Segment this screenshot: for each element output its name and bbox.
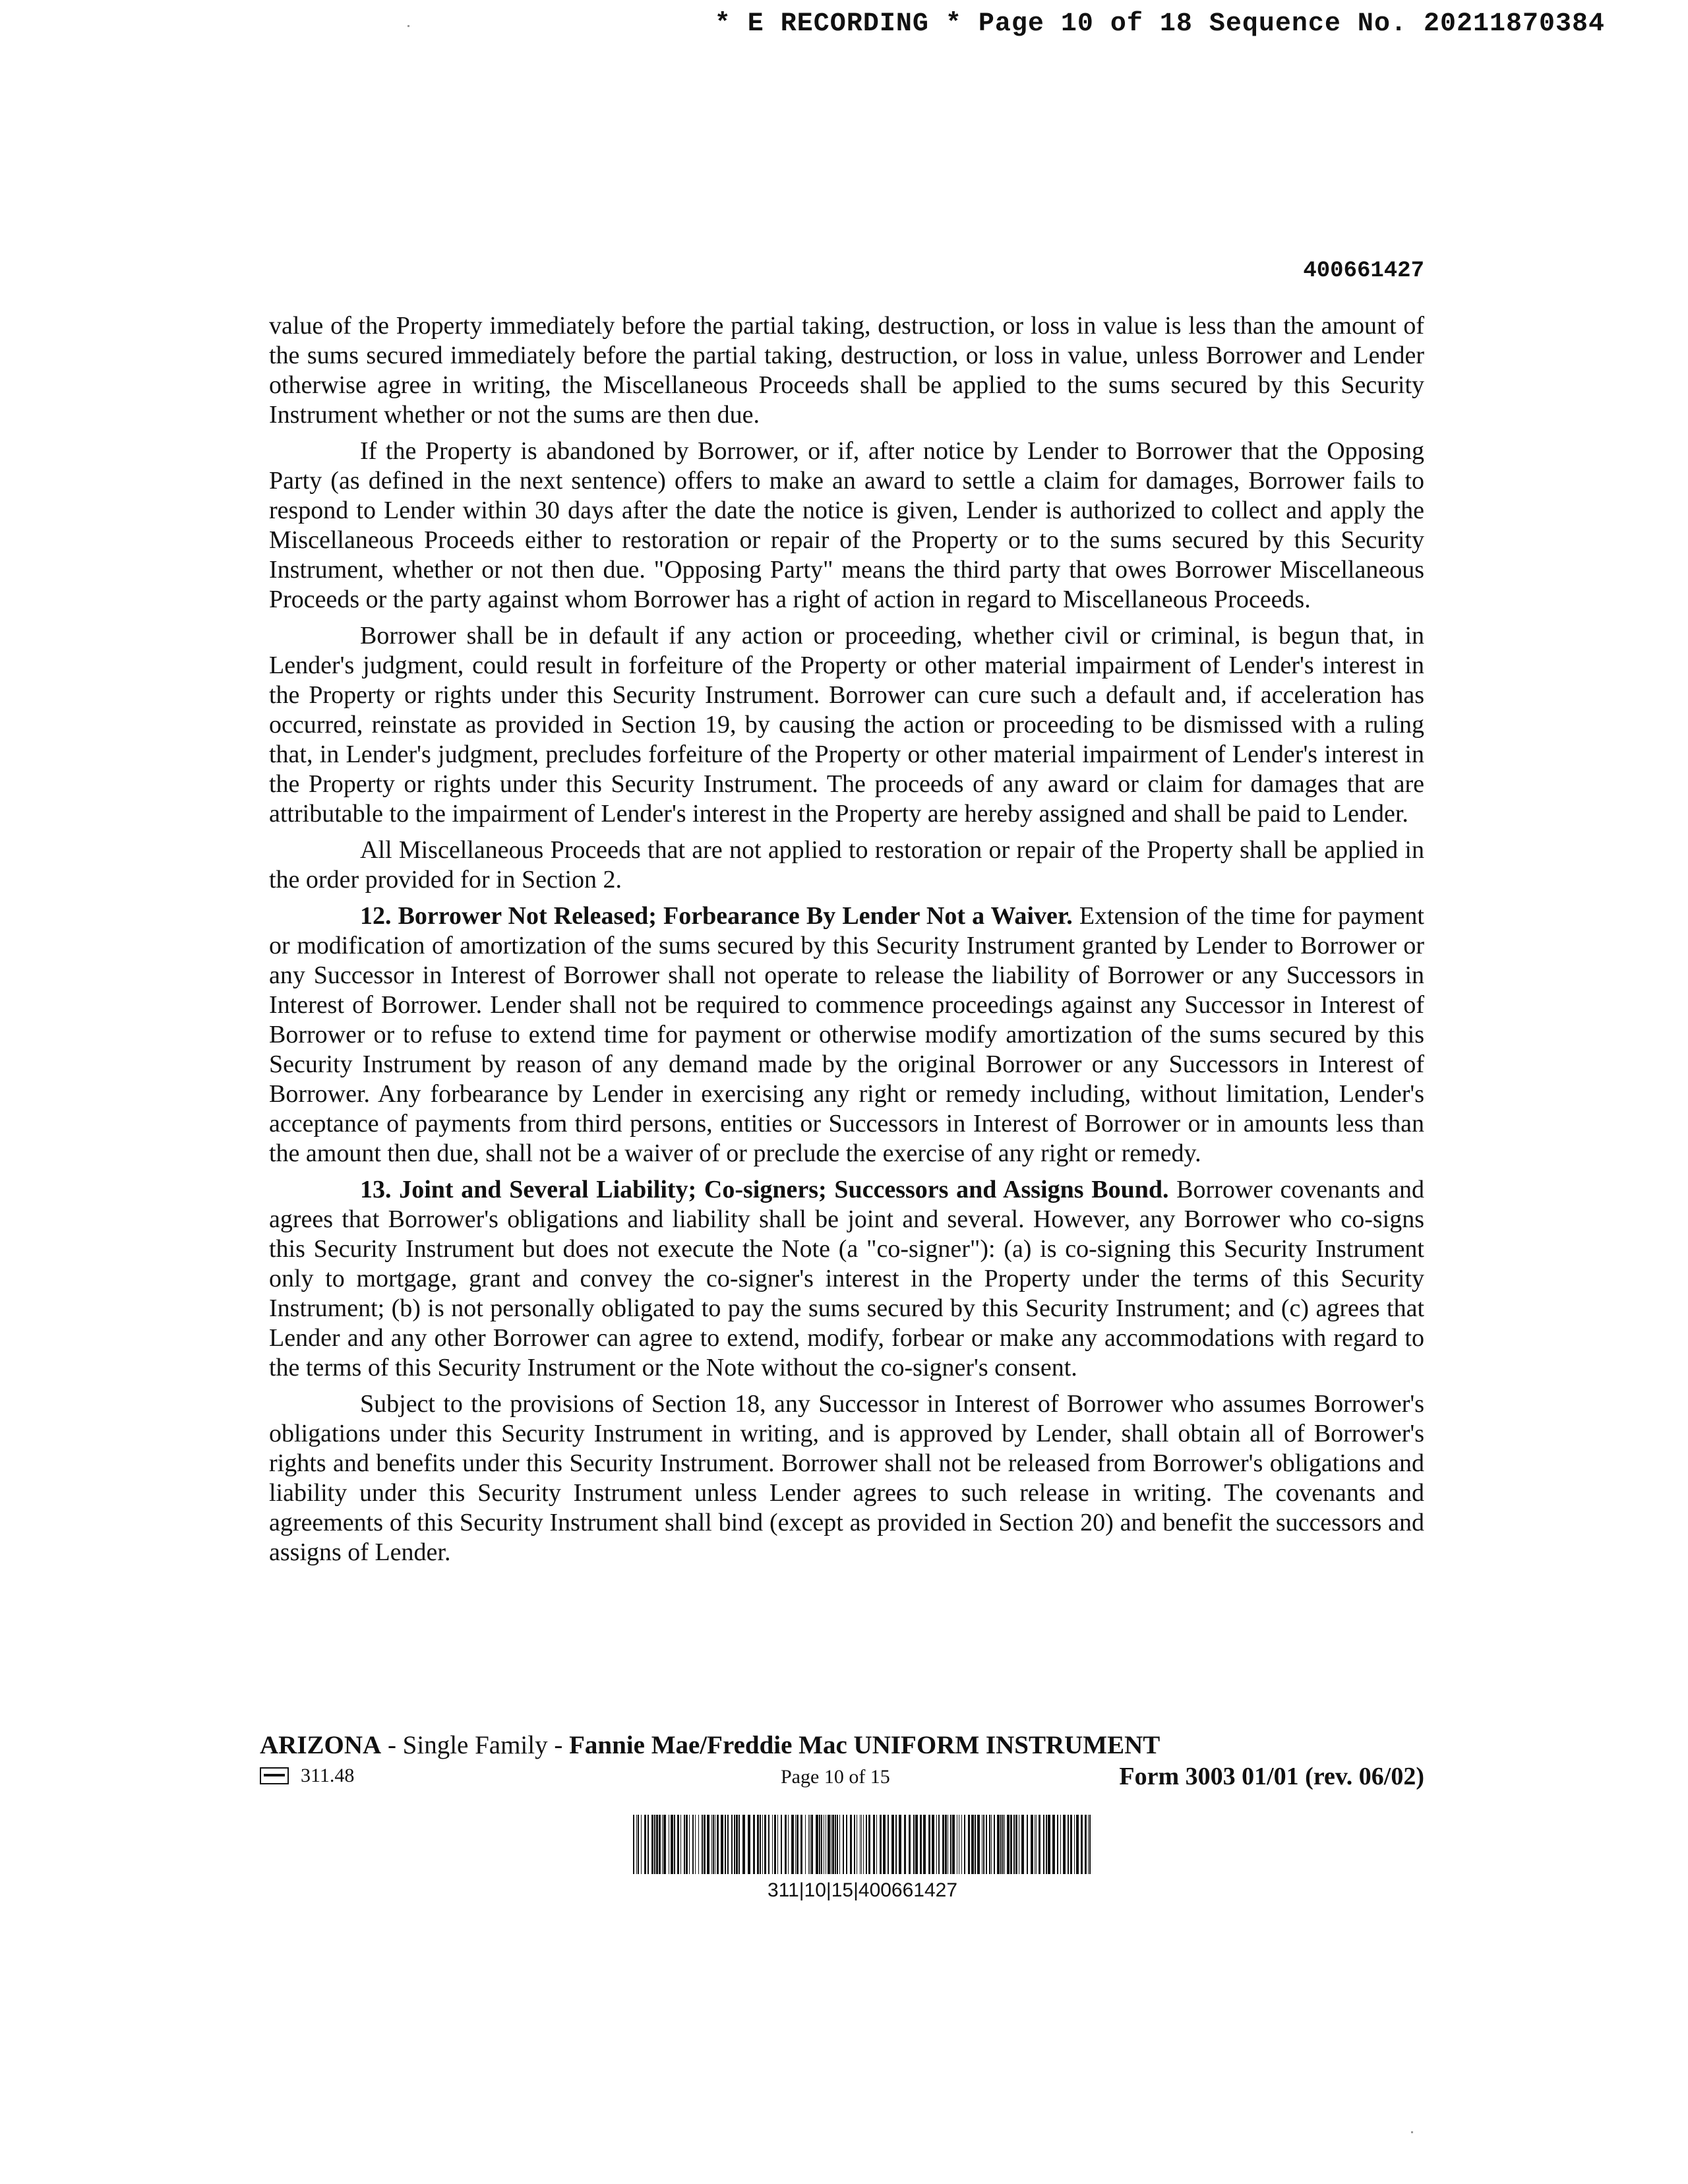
barcode-bar <box>805 1815 806 1874</box>
barcode-bar <box>1085 1815 1087 1874</box>
barcode-bar <box>731 1815 733 1874</box>
loan-number: 400661427 <box>1303 258 1424 284</box>
barcode-bar <box>1004 1815 1005 1874</box>
barcode-bar <box>677 1815 679 1874</box>
barcode-bar <box>671 1815 673 1874</box>
paragraph <box>269 835 1424 895</box>
barcode-bar <box>1010 1815 1012 1874</box>
barcode-bar <box>839 1815 840 1874</box>
barcode-bar <box>1000 1815 1002 1874</box>
barcode-bar <box>641 1815 642 1874</box>
barcode-bar <box>674 1815 675 1874</box>
barcode-bar <box>633 1815 634 1874</box>
barcode-bar <box>1088 1815 1089 1874</box>
barcode-bar <box>816 1815 818 1874</box>
barcode-bar <box>656 1815 658 1874</box>
barcode-bar <box>854 1815 855 1874</box>
barcode-bar <box>644 1815 646 1874</box>
barcode-bar <box>928 1815 930 1874</box>
barcode-bar <box>695 1815 696 1874</box>
barcode-bar <box>850 1815 852 1874</box>
barcode-bar <box>1052 1815 1055 1874</box>
barcode-bar <box>945 1815 947 1874</box>
barcode-bar <box>686 1815 688 1874</box>
barcode-bar <box>961 1815 962 1874</box>
barcode-bar <box>909 1815 911 1874</box>
barcode-bar <box>952 1815 955 1874</box>
barcode-bar <box>764 1815 766 1874</box>
barcode-bar <box>866 1815 867 1874</box>
barcode-bar <box>648 1815 649 1874</box>
barcode-bar <box>1043 1815 1044 1874</box>
section-heading: 13. Joint and Several Liability; Co-signers; Successors and Assigns Bound. <box>360 1176 1169 1203</box>
barcode-bar <box>942 1815 944 1874</box>
barcode-bar <box>915 1815 918 1874</box>
barcode-bar <box>727 1815 729 1874</box>
barcode-bar <box>950 1815 951 1874</box>
paragraph-text: value of the Property immediately before the partial taking, destruction, or loss in value is less than the amount of the sums secured immediately before the partial taking, destruction, or loss in value, unless Borrower and Lender otherwise agree in writing, the Miscellaneous Proceeds shall be applied to the sums secured by this Security Instrument whether or not the sums are then due. <box>269 312 1424 429</box>
recording-stamp: * E RECORDING * Page 10 of 18 Sequence No. 20211870384 <box>714 9 1605 39</box>
barcode-bar <box>1007 1815 1010 1874</box>
barcode-bar <box>713 1815 714 1874</box>
barcode-bar <box>689 1815 690 1874</box>
barcode-bar <box>788 1815 789 1874</box>
barcode-bar <box>1076 1815 1079 1874</box>
paragraph <box>269 437 1424 615</box>
barcode-bar <box>888 1815 889 1874</box>
barcode-bar <box>774 1815 776 1874</box>
paragraph-text: Extension of the time for payment or modification of amortization of the sums secured by this Security Instrument granted by Lender to Borrower or any Successor in Interest of Borrower shall not operate to release the liability of Borrower or any Successors in Interest of Borrower. Lender shall not be required to commence proceedings against any Successor in Interest of Borrower or to refuse to extend time for payment or otherwise modify amortization of the sums secured by this Security Instrument by reason of any demand made by the original Borrower or any Successors in Interest of Borrower. Any forbearance by Lender in exercising any right or remedy including, without limitation, Lender's acceptance of payments from third persons, entities or Successors in Interest of Borrower or in amounts less than the amount then due, shall not be a waiver of or preclude the exercise of any right or remedy. <box>269 902 1424 1167</box>
barcode-bar <box>1039 1815 1040 1874</box>
barcode-bar <box>772 1815 773 1874</box>
paragraph-text: Borrower covenants and agrees that Borrower's obligations and liability shall be joint and several. However, any Borrower who co-signs this Security Instrument but does not execute the Note (a "co-signer"): (a) is co-signing this Security Instrument only to mortgage, grant and convey the co-signer's interest in the Property under the terms of this Security Instrument; (b) is not personally obligated to pay the sums secured by this Security Instrument; and (c) agrees that Lender and any other Borrower can agree to extend, modify, forbear or make any accommodations with regard to the terms of this Security Instrument or the Note without the co-signer's consent. <box>269 1176 1424 1381</box>
barcode-bar <box>753 1815 755 1874</box>
barcode-bar <box>936 1815 937 1874</box>
barcode-bar <box>651 1815 653 1874</box>
barcode-icon <box>632 1815 1093 1874</box>
barcode-bar <box>711 1815 712 1874</box>
barcode-bar <box>920 1815 922 1874</box>
paragraph <box>269 1175 1424 1383</box>
barcode-bar <box>811 1815 813 1874</box>
barcode-bar <box>983 1815 984 1874</box>
paragraph-text: If the Property is abandoned by Borrower, or if, after notice by Lender to Borrower that the Opposing Party (as defined in the next sentence) offers to make an award to settle a claim for damages, Borrower fails to respond to Lender within 30 days after the date the notice is given, Lender is authorized to collect and apply the Miscellaneous Proceeds either to restoration or repair of the Property or to the sums secured by this Security Instrument, whether or not then due. "Opposing Party" means the third party that owes Borrower Miscellaneous Proceeds or the party against whom Borrower has a right of action in regard to Miscellaneous Proceeds. <box>269 437 1424 613</box>
barcode-bar <box>837 1815 838 1874</box>
barcode-bar <box>873 1815 875 1874</box>
paragraph-text: Subject to the provisions of Section 18, any Successor in Interest of Borrower who assumes Borrower's obligations under this Security Instrument in writing, and is approved by Lender, shall obtain all of Borrower's rights and benefits under this Security Instrument. Borrower shall not be released from Borrower's obligations and liability under this Security Instrument unless Lender agrees to such release in writing. The covenants and agreements of this Security Instrument shall bind (except as provided in Section 20) and benefit the successors and assigns of Lender. <box>269 1390 1424 1566</box>
barcode-bar <box>1046 1815 1047 1874</box>
barcode-bar <box>781 1815 782 1874</box>
barcode-bar <box>923 1815 926 1874</box>
barcode-bar <box>638 1815 639 1874</box>
barcode-bar <box>742 1815 745 1874</box>
barcode-bar <box>883 1815 886 1874</box>
section-heading: 12. Borrower Not Released; Forbearance By Lender Not a Waiver. <box>360 902 1073 930</box>
page-indicator: Page 10 of 15 <box>781 1766 890 1788</box>
form-code-number: 311.48 <box>301 1765 355 1786</box>
barcode-bar <box>997 1815 1000 1874</box>
barcode-bar <box>843 1815 844 1874</box>
barcode-bar <box>734 1815 735 1874</box>
barcode-bar <box>977 1815 980 1874</box>
barcode-bar <box>819 1815 820 1874</box>
barcode-bar <box>785 1815 787 1874</box>
barcode-bar <box>707 1815 709 1874</box>
barcode-bar <box>748 1815 750 1874</box>
barcode-bar <box>777 1815 778 1874</box>
paragraph <box>269 311 1424 430</box>
barcode-bar <box>846 1815 847 1874</box>
barcode-bar <box>662 1815 663 1874</box>
barcode-bar <box>800 1815 802 1874</box>
footer-instrument: Fannie Mae/Freddie Mac UNIFORM INSTRUMENT <box>569 1731 1160 1759</box>
barcode-bar <box>904 1815 906 1874</box>
barcode-bar <box>1068 1815 1069 1874</box>
barcode-bar <box>1002 1815 1004 1874</box>
barcode-bar <box>968 1815 970 1874</box>
barcode-bar <box>791 1815 794 1874</box>
paragraph <box>269 1389 1424 1567</box>
barcode-bar <box>1021 1815 1024 1874</box>
barcode-bar <box>757 1815 759 1874</box>
footer-row <box>260 1762 1424 1795</box>
barcode-bar <box>738 1815 740 1874</box>
barcode-bar <box>899 1815 901 1874</box>
barcode-bar <box>680 1815 681 1874</box>
barcode-bar <box>768 1815 769 1874</box>
barcode-bar <box>762 1815 763 1874</box>
barcode-bar <box>717 1815 719 1874</box>
barcode-bar <box>721 1815 723 1874</box>
barcode-bar <box>1074 1815 1075 1874</box>
barcode-bar <box>991 1815 992 1874</box>
barcode-bar <box>736 1815 738 1874</box>
barcode-bar <box>1063 1815 1066 1874</box>
barcode-bar <box>659 1815 661 1874</box>
barcode-bar <box>1027 1815 1028 1874</box>
barcode-bar <box>1013 1815 1015 1874</box>
footer-title <box>260 1730 1160 1760</box>
barcode-bar <box>986 1815 987 1874</box>
barcode-text: 311|10|15|400661427 <box>767 1879 958 1901</box>
scan-speck <box>407 25 409 27</box>
barcode-bar <box>971 1815 974 1874</box>
barcode-bar <box>1089 1815 1091 1874</box>
barcode-bar <box>684 1815 685 1874</box>
paragraph-text: Borrower shall be in default if any action or proceeding, whether civil or criminal, is begun that, in Lender's judgment, could result in forfeiture of the Property or other material impairment of Lender's interest in the Property or rights under this Security Instrument. Borrower can cure such a default and, if acceleration has occurred, reinstate as provided in Section 19, by causing the action or proceeding to be dismissed with a ruling that, in Lender's judgment, precludes forfeiture of the Property or other material impairment of Lender's interest in the Property or rights under this Security Instrument. The proceeds of any award or claim for damages that are attributable to the impairment of Lender's interest in the Property are hereby assigned and shall be paid to Lender. <box>269 622 1424 828</box>
barcode-bar <box>876 1815 877 1874</box>
barcode-bar <box>891 1815 894 1874</box>
footer-separator: - Single Family - <box>381 1731 570 1759</box>
barcode-bar <box>832 1815 834 1874</box>
paragraph-text: All Miscellaneous Proceeds that are not applied to restoration or repair of the Property shall be applied in the order provided for in Section 2. <box>269 836 1424 894</box>
barcode-bar <box>797 1815 799 1874</box>
barcode-bar <box>835 1815 836 1874</box>
barcode-bar <box>895 1815 897 1874</box>
barcode-bar <box>663 1815 666 1874</box>
barcode-bar <box>938 1815 940 1874</box>
barcode-bar <box>821 1815 822 1874</box>
barcode-bar <box>868 1815 870 1874</box>
barcode-bar <box>692 1815 694 1874</box>
form-code <box>260 1765 354 1787</box>
barcode-bar <box>913 1815 915 1874</box>
document-body <box>269 311 1424 1574</box>
barcode-bar <box>725 1815 726 1874</box>
barcode-bar <box>880 1815 882 1874</box>
barcode-bar <box>1036 1815 1037 1874</box>
footer-state: ARIZONA <box>260 1731 382 1759</box>
barcode-bar <box>861 1815 862 1874</box>
barcode-bar <box>989 1815 990 1874</box>
paragraph <box>269 901 1424 1168</box>
barcode-bar <box>994 1815 995 1874</box>
barcode-bar <box>1081 1815 1083 1874</box>
form-number: Form 3003 01/01 (rev. 06/02) <box>1119 1763 1424 1790</box>
barcode-bar <box>760 1815 761 1874</box>
barcode-bar <box>636 1815 637 1874</box>
scan-speck <box>1411 2131 1413 2133</box>
barcode-bar <box>975 1815 976 1874</box>
paragraph <box>269 621 1424 829</box>
barcode-bar <box>1015 1815 1017 1874</box>
barcode-bar <box>932 1815 934 1874</box>
ex-logo-icon <box>260 1767 289 1784</box>
barcode-bar <box>698 1815 699 1874</box>
barcode-bar <box>1048 1815 1050 1874</box>
barcode-bar <box>828 1815 830 1874</box>
barcode-bar <box>704 1815 706 1874</box>
barcode-bar <box>863 1815 864 1874</box>
barcode-bar <box>1031 1815 1033 1874</box>
barcode-bar <box>1057 1815 1058 1874</box>
barcode-bar <box>654 1815 655 1874</box>
barcode-bar <box>702 1815 703 1874</box>
barcode-bar <box>1060 1815 1061 1874</box>
barcode-bar <box>964 1815 965 1874</box>
barcode-bar <box>1070 1815 1072 1874</box>
barcode-bar <box>795 1815 796 1874</box>
barcode-bar <box>808 1815 809 1874</box>
